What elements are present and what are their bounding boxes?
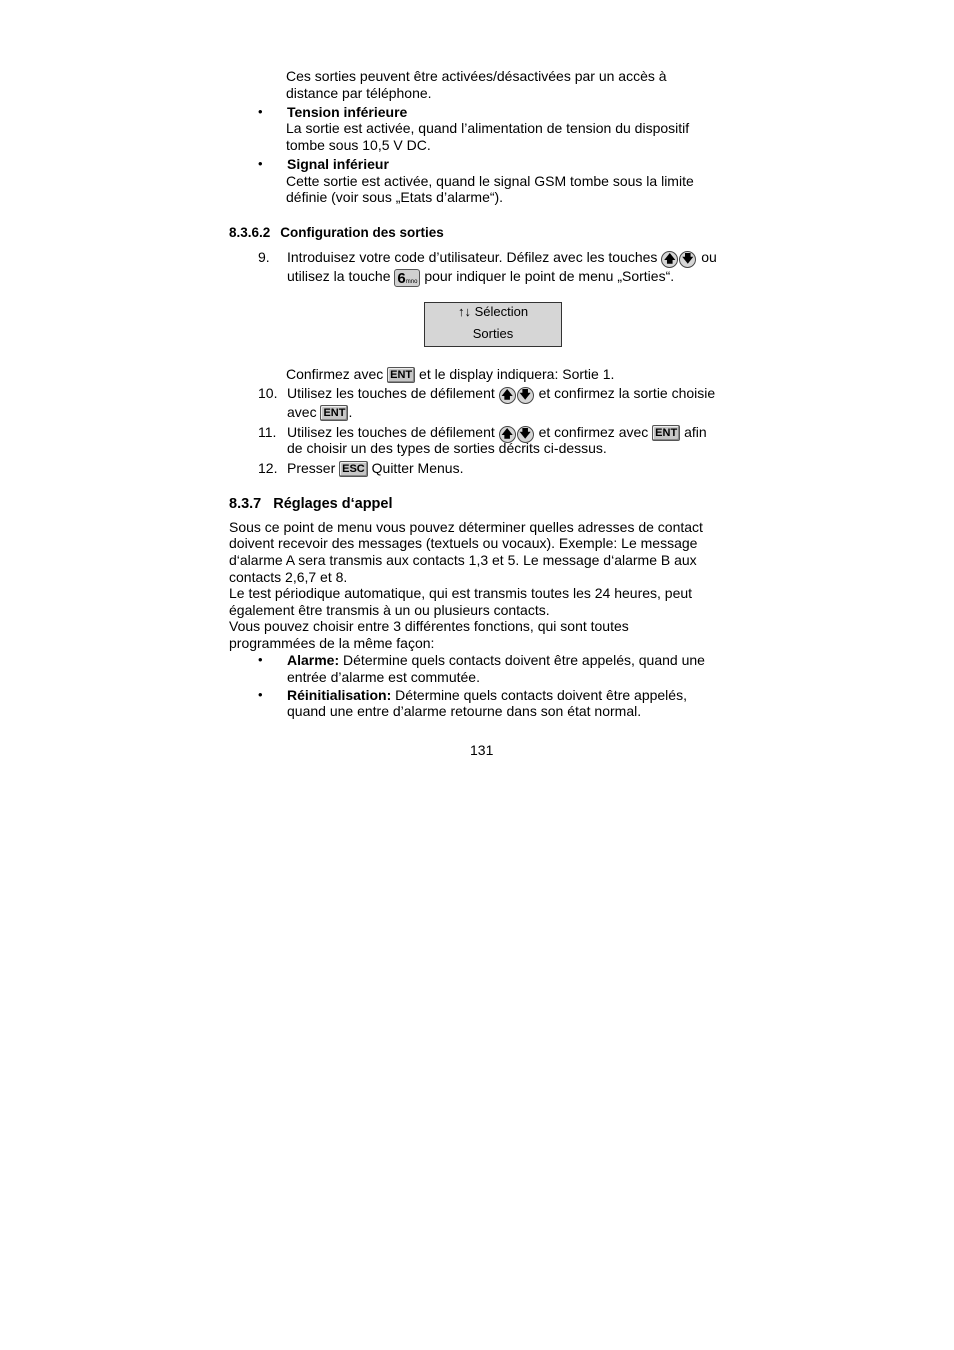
bullet-text-alarme-1: Détermine quels contacts doivent être appelés, quand une xyxy=(339,652,705,668)
lcd-line-2: Sorties xyxy=(472,326,514,341)
step10-text-2: et confirmez la sortie choisie xyxy=(538,385,716,401)
step9-text-1: Introduisez votre code d’utilisateur. Défilez avec les touches xyxy=(287,249,658,265)
para-line: programmées de la même façon: xyxy=(229,635,435,651)
key-6-letters: mno xyxy=(405,279,418,285)
key-6-digit: 6 xyxy=(397,270,406,287)
step11-text-3: afin xyxy=(684,424,707,440)
step12-text-1: Presser xyxy=(287,460,336,476)
intro-line-2: distance par téléphone. xyxy=(286,85,432,101)
bullet-title-signal: Signal inférieur xyxy=(287,156,389,172)
bullet-marker: • xyxy=(258,156,263,171)
step9-line-1 xyxy=(287,249,717,268)
bullet-marker: • xyxy=(258,104,263,119)
step9-text-2: ou xyxy=(701,249,717,265)
arrow-down-key-icon: 🡇 xyxy=(517,387,534,404)
step10-line-2 xyxy=(287,404,352,421)
scroll-keys-icon xyxy=(499,385,535,404)
bullet-text-tension-2: tombe sous 10,5 V DC. xyxy=(286,137,431,153)
step10-text-3: avec xyxy=(287,404,317,420)
step9-text-3: utilisez la touche xyxy=(287,268,391,284)
bullet-title-tension: Tension inférieure xyxy=(287,104,408,120)
step11-text-2: et confirmez avec xyxy=(538,424,649,440)
lcd-line-1: ↑↓ Sélection xyxy=(457,304,529,319)
page-number: 131 xyxy=(470,742,494,758)
arrow-up-key-icon: 🡅 xyxy=(499,426,516,443)
confirm-line xyxy=(286,366,614,383)
section-heading-837 xyxy=(229,496,393,513)
step11-line-2: de choisir un des types de sorties décrits ci-dessus. xyxy=(287,440,607,456)
section-heading-8362 xyxy=(229,225,444,242)
arrow-down-key-icon: 🡇 xyxy=(517,426,534,443)
para-line: Le test périodique automatique, qui est transmis toutes les 24 heures, peut xyxy=(229,585,693,601)
section-number: 8.3.7 xyxy=(229,496,262,512)
para-line: Sous ce point de menu vous pouvez déterminer quelles adresses de contact xyxy=(229,519,703,535)
ent-key-icon: ENT xyxy=(320,405,348,421)
bullet-title-reinit: Réinitialisation: xyxy=(287,687,392,703)
bullet-text-reinit-1: Détermine quels contacts doivent être appelés, xyxy=(391,687,687,703)
lcd-display xyxy=(424,302,562,347)
ent-key-icon: ENT xyxy=(652,425,680,441)
para-line: d‘alarme A sera transmis aux contacts 1,3 et 5. Le message d‘alarme B aux xyxy=(229,552,697,568)
para-line: contacts 2,6,7 et 8. xyxy=(229,569,348,585)
step9-text-4: pour indiquer le point de menu „Sorties“. xyxy=(424,268,675,284)
step12-text-2: Quitter Menus. xyxy=(371,460,464,476)
step10-text-1: Utilisez les touches de défilement xyxy=(287,385,495,401)
intro-line-1: Ces sorties peuvent être activées/désactivées par un accès à xyxy=(286,68,667,84)
step-number: 10. xyxy=(258,385,278,401)
arrow-down-key-icon: 🡇 xyxy=(679,251,696,268)
step11-text-1: Utilisez les touches de défilement xyxy=(287,424,495,440)
bullet-text-signal-1: Cette sortie est activée, quand le signal GSM tombe sous la limite xyxy=(286,173,694,189)
para-line: doivent recevoir des messages (textuels ou vocaux). Exemple: Le message xyxy=(229,535,698,551)
arrow-up-key-icon: 🡅 xyxy=(499,387,516,404)
bullet-text-reinit-2: quand une entre d’alarme retourne dans son état normal. xyxy=(287,703,642,719)
ent-key-icon: ENT xyxy=(387,367,415,383)
bullet-text-alarme-2: entrée d’alarme est commutée. xyxy=(287,669,480,685)
bullet-marker: • xyxy=(258,652,263,667)
para-line: également être transmis à un ou plusieurs contacts. xyxy=(229,602,550,618)
bullet-text-tension-1: La sortie est activée, quand l’alimentation de tension du dispositif xyxy=(286,120,690,136)
step12-line xyxy=(287,460,463,477)
section-number: 8.3.6.2 xyxy=(229,225,271,240)
bullet-reinit-line-1 xyxy=(287,687,687,704)
bullet-text-signal-2: définie (voir sous „Etats d’alarme“). xyxy=(286,189,504,205)
step10-line-1 xyxy=(287,385,715,404)
arrow-up-key-icon: 🡅 xyxy=(661,251,678,268)
step10-text-4: . xyxy=(348,404,353,420)
confirm-text-1: Confirmez avec xyxy=(286,366,384,382)
step9-line-2 xyxy=(287,268,674,287)
section-title: Configuration des sorties xyxy=(280,225,444,240)
scroll-keys-icon xyxy=(661,249,697,268)
step-number: 11. xyxy=(258,424,277,440)
esc-key-icon: ESC xyxy=(339,461,368,477)
bullet-alarme-line-1 xyxy=(287,652,705,669)
step-number: 9. xyxy=(258,249,270,265)
confirm-text-2: et le display indiquera: Sortie 1. xyxy=(419,366,615,382)
bullet-title-alarme: Alarme: xyxy=(287,652,340,668)
key-6-icon xyxy=(394,269,420,287)
step-number: 12. xyxy=(258,460,278,476)
para-line: Vous pouvez choisir entre 3 différentes fonctions, qui sont toutes xyxy=(229,618,629,634)
section-title: Réglages d‘appel xyxy=(273,496,393,512)
bullet-marker: • xyxy=(258,687,263,702)
